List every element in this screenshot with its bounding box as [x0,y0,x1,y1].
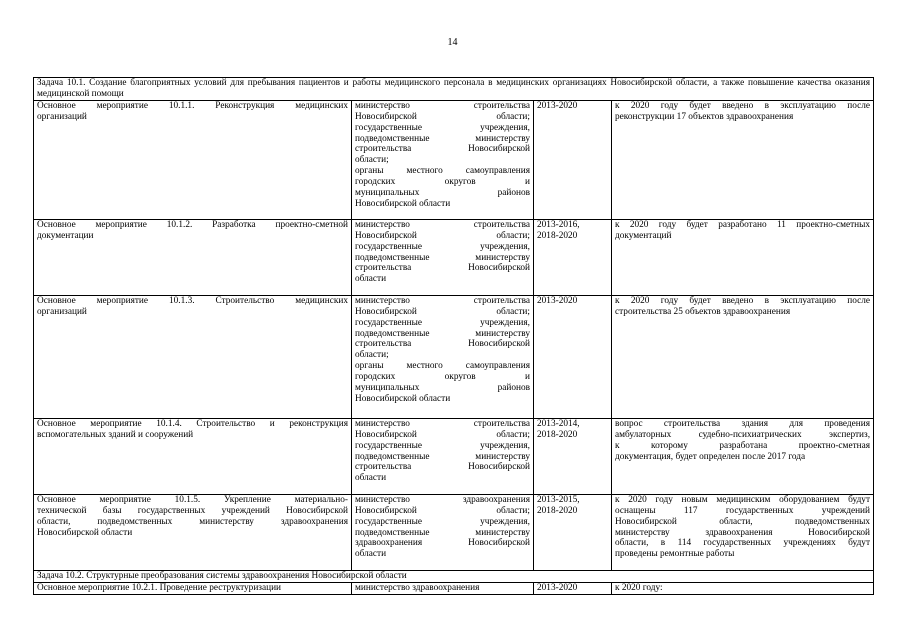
cell-line: области [355,274,387,285]
cell-line: здравоохранения Новосибирской [355,538,530,549]
measure-name [34,295,352,418]
measure-period [534,582,612,594]
cell-line: Новосибирской области; [355,429,530,440]
cell-line: Основное мероприятие 10.1.4. Строительство и реконструкция [37,418,348,429]
cell-line: подведомственные министерству [355,451,530,462]
measure-result [612,295,874,418]
measure-name [34,100,352,219]
measures-table [33,77,874,595]
task-heading: Задача 10.2. Структурные преобразования системы здравоохранения Новосибирской области [34,570,874,582]
task-row [34,570,874,582]
cell-line: области, подведомственных министерству здравоохранения [37,516,348,527]
cell-line: Новосибирской области [355,198,451,209]
cell-line: Основное мероприятие 10.1.1. Реконструкция медицинских [37,100,348,111]
cell-line: подведомственные министерству [355,133,530,144]
table-row [34,100,874,219]
cell-line: к 2020 году будет введено в эксплуатацию после [615,100,871,111]
cell-line: реконструкции 17 объектов здравоохранения [615,111,794,122]
cell-line: Основное мероприятие 10.1.5. Укрепление материально- [37,494,348,505]
measure-name [34,582,352,594]
cell-line: министерство строительства [355,418,530,429]
cell-line: Новосибирской области; [355,230,530,241]
cell-line: строительства Новосибирской [355,144,530,155]
table-row [34,418,874,494]
measure-name [34,418,352,494]
cell-line: строительства Новосибирской [355,339,530,350]
cell-line: Основное мероприятие 10.2.1. Проведение реструктуризации [37,582,282,593]
cell-line: министерство здравоохранения [355,494,530,505]
measure-executors [352,418,534,494]
cell-line: 2018-2020 [537,230,578,241]
cell-line: амбулаторных судебно-психиатрических экспертиз, [615,429,871,440]
measure-period [534,100,612,219]
measure-name [34,494,352,570]
cell-line: подведомственные министерству [355,328,530,339]
cell-line: области [355,549,387,560]
table-row [34,582,874,594]
cell-line: 2018-2020 [537,505,578,516]
cell-line: Новосибирской области; [355,111,530,122]
cell-line: государственные учреждения, [355,317,530,328]
cell-line: министерство строительства [355,100,530,111]
page-number: 14 [447,37,458,48]
cell-line: министерству здравоохранения Новосибирской [615,527,871,538]
cell-line: 2018-2020 [537,429,578,440]
cell-line: государственные учреждения, [355,122,530,133]
measure-result [612,418,874,494]
cell-line: государственные учреждения, [355,241,530,252]
cell-line: 2013-2020 [537,582,578,593]
cell-line: области, в 114 государственных учреждениях будут [615,538,871,549]
cell-line: к которому разработана проектно-сметная [615,440,871,451]
cell-line: Новосибирской области [37,527,133,538]
cell-line: городских округов и [355,372,530,383]
cell-line: документации [37,230,94,241]
measure-period [534,219,612,295]
measure-executors [352,295,534,418]
cell-line: строительства Новосибирской [355,263,530,274]
cell-line: муниципальных районов [355,383,530,394]
measure-result [612,494,874,570]
task-row [34,78,874,101]
cell-line: Основное мероприятие 10.1.2. Разработка проектно-сметной [37,219,348,230]
cell-line: Новосибирской области, подведомственных [615,516,871,527]
cell-line: органы местного самоуправления [355,361,530,372]
table-row [34,295,874,418]
cell-line: органы местного самоуправления [355,166,530,177]
cell-line: оснащены 117 государственных учреждений [615,505,871,516]
cell-line: государственные учреждения, [355,516,530,527]
cell-line: вспомогательных зданий и сооружений [37,429,194,440]
cell-line: 2013-2015, [537,494,580,505]
cell-line: подведомственные министерству [355,252,530,263]
cell-line: организаций [37,111,87,122]
measure-executors [352,494,534,570]
table-row [34,219,874,295]
cell-line: области; [355,155,389,166]
cell-line: к 2020 году будет введено в эксплуатацию после [615,295,871,306]
measure-period [534,418,612,494]
cell-line: области [355,473,387,484]
measure-executors [352,100,534,219]
cell-line: министерство строительства [355,295,530,306]
cell-line: организаций [37,306,87,317]
cell-line: подведомственные министерству [355,527,530,538]
table-row [34,494,874,570]
cell-line: 2013-2020 [537,295,578,306]
cell-line: 2013-2014, [537,418,580,429]
cell-line: министерство здравоохранения [355,582,480,593]
cell-line: проведены ремонтные работы [615,549,735,560]
measure-name [34,219,352,295]
cell-line: к 2020 году будет разработано 11 проектно-сметных [615,219,871,230]
cell-line: документация, будет определен после 2017 года [615,451,806,462]
cell-line: Новосибирской области [355,393,451,404]
cell-line: строительства Новосибирской [355,462,530,473]
measure-period [534,494,612,570]
cell-line: Основное мероприятие 10.1.3. Строительство медицинских [37,295,348,306]
cell-line: технической базы государственных учреждений Новосибирской [37,505,348,516]
cell-line: вопрос строительства здания для проведения [615,418,871,429]
measure-result [612,582,874,594]
cell-line: министерство строительства [355,219,530,230]
cell-line: к 2020 году: [615,582,663,593]
cell-line: к 2020 году новым медицинским оборудованием будут [615,494,871,505]
cell-line: 2013-2020 [537,100,578,111]
measure-result [612,100,874,219]
cell-line: области; [355,350,389,361]
cell-line: строительства 25 объектов здравоохранения [615,306,791,317]
cell-line: государственные учреждения, [355,440,530,451]
cell-line: Новосибирской области; [355,306,530,317]
cell-line: городских округов и [355,177,530,188]
cell-line: муниципальных районов [355,188,530,199]
cell-line: документаций [615,230,672,241]
measure-result [612,219,874,295]
cell-line: 2013-2016, [537,219,580,230]
measure-executors [352,582,534,594]
measure-executors [352,219,534,295]
measure-period [534,295,612,418]
task-heading: Задача 10.1. Создание благоприятных условий для пребывания пациентов и работы медицинского персонала в медицинских организациях Новосибирской области, а также повышение качества оказания медицинской помощи [34,78,874,101]
cell-line: Новосибирской области; [355,505,530,516]
